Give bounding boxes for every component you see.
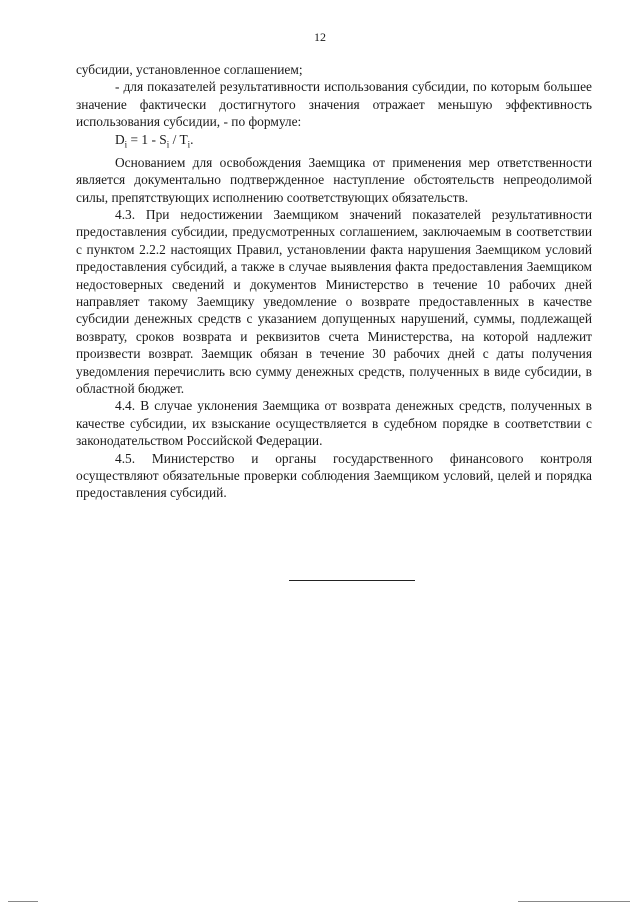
paragraph-4-5: 4.5. Министерство и органы государственного финансового контроля осуществляют обязательные проверки соблюдения Заемщиком условий, целей и порядка предоставления субсидий. [76,450,592,501]
formula-d-sub: i [124,139,128,150]
formula [76,131,592,154]
formula-s-sub: i [166,139,170,150]
end-separator-line [289,580,415,581]
formula-d: D [115,131,125,147]
page-number: 12 [314,30,326,44]
formula-s: S [159,131,167,147]
formula-end: . [190,131,194,147]
scan-edge-mark-right [518,901,630,902]
formula-t: T [179,131,188,147]
paragraph-4-3: 4.3. При недостижении Заемщиком значений показателей результативности предоставления субсидии, предусмотренных соглашением, заключаемым в соответствии с пунктом 2.2.2 настоящих Правил, установлении факта нарушения Заемщиком условий предоставления субсидий, а также в случае выявления факта предоставления Заемщиком недостоверных сведений и документов Министерство в течение 10 рабочих дней направляет такому Заемщику уведомление о возврате предоставленных в качестве субсидии денежных средств с указанием допущенных нарушений, суммы, подлежащей возврату, сроков возврата и реквизитов счета Министерства, на которой надлежит произвести возврат. Заемщик обязан в течение 30 рабочих дней с даты получения уведомления перечислить всю сумму денежных средств, полученных в виде субсидии, в областной бюджет. [76,206,592,396]
formula-t-sub: i [187,139,191,150]
paragraph-4-4: 4.4. В случае уклонения Заемщика от возврата денежных средств, полученных в качестве субсидии, их взыскание осуществляется в судебном порядке в соответствии с законодательством Российской Федерации. [76,398,592,449]
paragraph-exemption: Основанием для освобождения Заемщика от применения мер ответственности является документально подтвержденное наступление обстоятельств непреодолимой силы, препятствующих исполнению соответствующих обязательств. [76,154,592,205]
paragraph-indicator-clause: - для показателей результативности использования субсидии, по которым большее значение фактически достигнутого значения отражает меньшую эффективность использования субсидии, - по формуле: [76,79,592,130]
formula-divide: / [169,131,180,147]
paragraph-continuation: субсидии, установленное соглашением; [76,62,303,77]
formula-equals: = 1 - [127,131,160,147]
scan-edge-mark-left [8,901,38,902]
document-body [76,61,592,502]
